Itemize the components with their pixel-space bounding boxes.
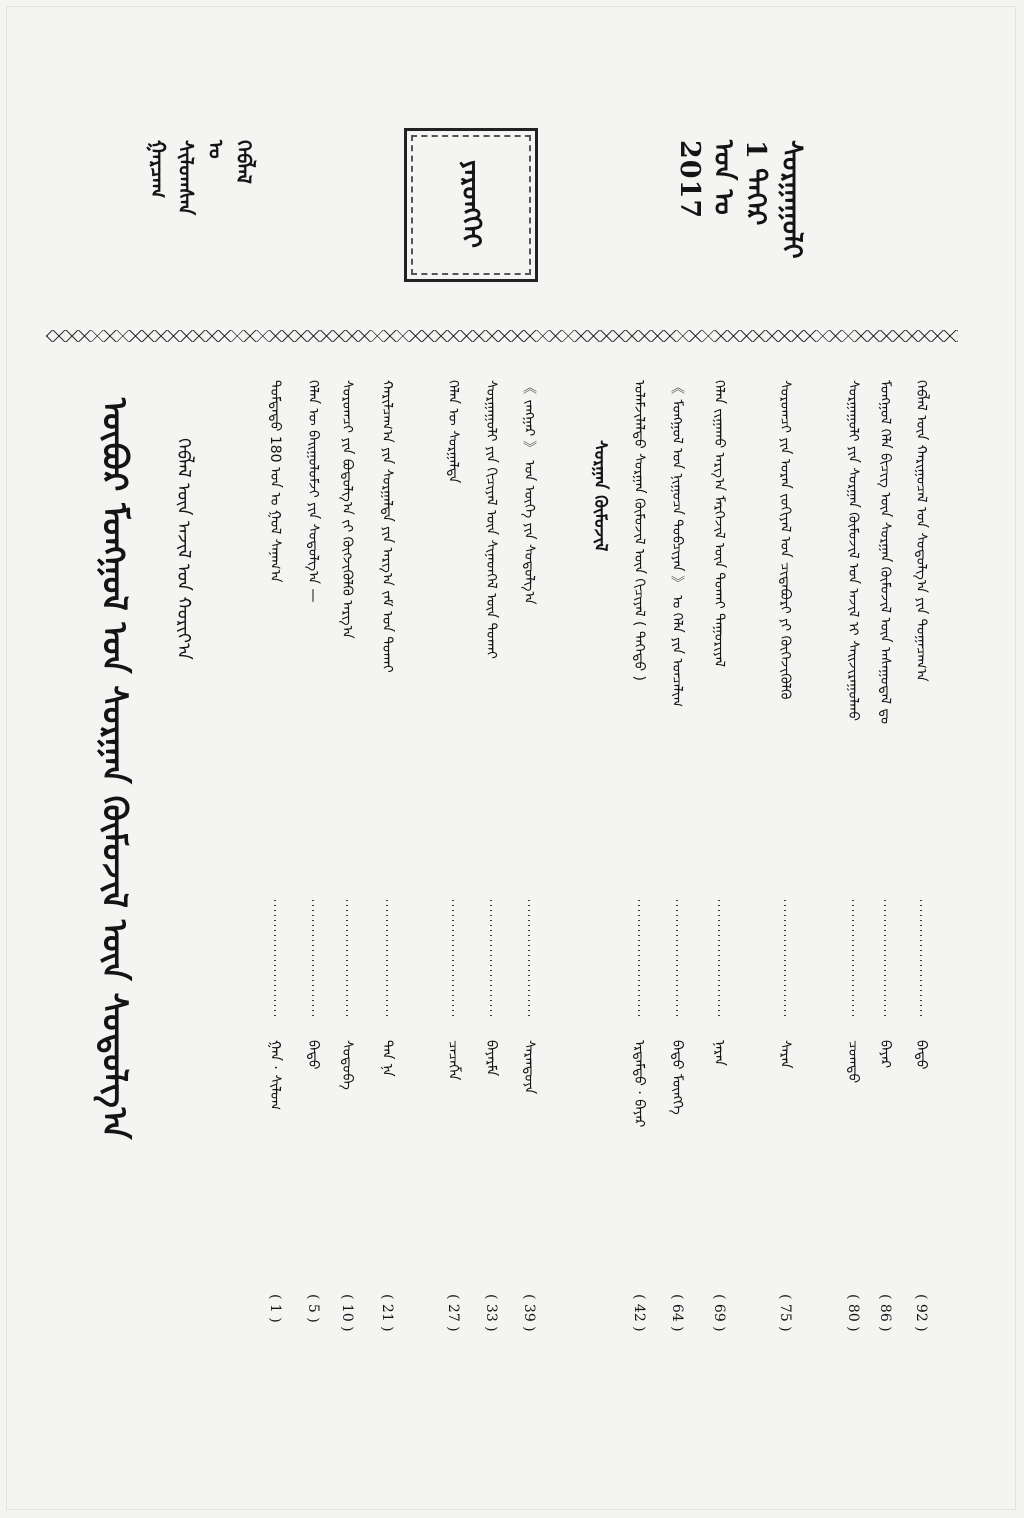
toc-page-number: ( 86 ) (877, 1294, 893, 1332)
header-year: 2017 (674, 140, 705, 220)
toc-page-number: ( 42 ) (631, 1294, 647, 1332)
section-heading: ᠰᠤᠷᠭᠠᠨ ᠬᠦᠮᠦᠵᠢᠯ (590, 440, 610, 552)
toc-entry-title: ᠰᠤᠷᠤᠭᠴᠢ ᠶᠢᠨ ᠤᠷᠠᠨ ᠵᠣᠬᠢᠶᠠᠯ ᠤᠨ ᠴᠢᠳᠠᠪᠤᠷᠢ ᠶᠢ ᠬᠥᠬᠡᠵᠢᠭᠦᠯᠬᠦ (777, 380, 793, 700)
toc-page-number: ( 39 ) (521, 1294, 537, 1332)
toc-entry-author: ᠪᠠᠲᠤ (305, 1040, 321, 1070)
toc-page-number: ( 75 ) (777, 1294, 793, 1332)
toc-leader-dots (452, 900, 454, 1020)
toc-page-number: ( 1 ) (267, 1294, 283, 1323)
toc-entry-title: 《 ᠵᠠᠩᠭᠠᠷ 》 ᠤᠨ ᠦᠭᠡ ᠶᠢᠨ ᠰᠤᠳᠤᠯᠭ᠎ᠠ (521, 380, 537, 605)
toc-entry-title: ᠬᠡᠪᠯᠡᠯ ᠦᠨ ᠬᠠᠷᠢᠭᠤᠴᠠᠯ ᠤᠨ ᠰᠤᠳᠤᠯᠭ᠎ᠠ ᠶᠢᠨ ᠲᠣᠭᠠᠴᠠᠭ᠎ᠠ (913, 380, 929, 682)
toc-entry-title: ᠰᠤᠷᠭᠠᠭᠤᠯᠢ ᠶᠢᠨ ᠰᠤᠷᠭᠠᠨ ᠬᠦᠮᠦᠵᠢᠯ ᠤᠨ ᠠᠵᠢᠯ ᠢ ᠰᠠᠢᠵᠢᠷᠠᠭᠤᠯᠬᠤ (845, 380, 861, 722)
toc-entry-author: ᠴᠣᠭᠲᠤ (845, 1040, 861, 1084)
toc-page-number: ( 33 ) (483, 1294, 499, 1332)
toc-entry-author: ᠭᠠᠨ · ᠰᠢᠯᠤᠭ (267, 1040, 283, 1111)
toc-entry-title: 《 ᠮᠣᠩᠭᠣᠯ ᠤᠨ ᠨᠢᠭᠤᠴᠠ ᠲᠣᠪᠴᠢᠶᠠᠨ 》 ᠤ ᠬᠡᠯᠡ ᠶᠢᠨ ᠤᠨᠴᠠᠯᠢᠭ (669, 380, 685, 708)
toc-leader-dots (852, 900, 854, 1020)
toc-page-number: ( 27 ) (445, 1294, 461, 1332)
toc-entry-title: ᠰᠤᠷᠤᠭᠴᠢ ᠶᠢᠨ ᠪᠣᠳᠣᠯᠭ᠎ᠠ ᠵᠢ ᠬᠥᠭᠵᠢᠭᠦᠯᠬᠦ ᠠᠷᠭ᠎ᠠ (339, 380, 355, 639)
issue-frame-label: ᠶᠡᠷᠦᠩᠬᠡᠢ (456, 160, 486, 248)
toc-page-number: ( 80 ) (845, 1294, 861, 1332)
toc-leader-dots (346, 900, 348, 1020)
toc-entry-title: ᠮᠣᠩᠭᠣᠯ ᠬᠡᠯᠡ ᠪᠢᠴᠢᠭ ᠦᠨ ᠰᠤᠷᠭᠠᠨ ᠬᠦᠮᠦᠵᠢᠯ ᠦᠨ ᠠᠰᠠᠭᠤᠳᠠᠯ ᠳᠤ (877, 380, 893, 724)
toc-entry-title: ᠬᠡᠯᠡᠨ ᠵᠢᠭᠠᠬᠤ ᠠᠷᠭ᠎ᠠ ᠮᠡᠷᠭᠡᠵᠢᠯ ᠦᠨ ᠲᠤᠬᠠᠢ ᠳᠠᠭᠤᠷᠢᠶᠠᠯ (711, 380, 727, 668)
toc-entry-author: ᠪᠠᠶᠠᠷ (877, 1040, 893, 1069)
toc-entry-author: ᠪᠠᠶᠠᠷᠮᠠ (483, 1040, 499, 1077)
header-lower-4: ᠭᠠᠷᠴᠠᠭ (146, 140, 170, 199)
toc-page-number: ( 10 ) (339, 1294, 355, 1332)
header-col-3: ᠤᠨ ᠤ (708, 140, 739, 215)
toc-leader-dots (920, 900, 922, 1020)
editor-line: ᠬᠡᠪᠯᠡᠯ ᠦᠨ ᠠᠵᠢᠯ ᠤᠨ ᠬᠣᠷᠢᠶ᠎ᠠ (173, 438, 194, 660)
toc-entry-title: ᠬᠠᠷᠢᠯᠴᠠᠭ᠎ᠠ ᠶᠢᠨ ᠰᠤᠷᠭᠠᠯᠲᠠ ᠶᠢᠨ ᠠᠷᠭ᠎ᠠ ᠵᠠᠮ ᠤᠨ ᠲᠤᠬᠠᠢ (379, 380, 395, 673)
toc-entry-author: ᠲᠠᠨ ᠨᠠ (379, 1040, 395, 1077)
toc-entry-title: ᠳᠤᠮᠳᠠᠳᠤ 180 ᠤᠨ ᠤ ᠭᠤᠯ ᠰᠠᠨᠠᠭ᠎ᠠ (267, 380, 283, 583)
header-col-2: 1 ᠳᠡᠭᠡᠷ (740, 140, 771, 226)
toc-entry-author: ᠨᠠᠷᠠᠨ (711, 1040, 727, 1066)
toc-entry-author: ᠪᠠᠲᠤ ᠮᠥᠩᠬᠡ (669, 1040, 685, 1115)
toc-leader-dots (490, 900, 492, 1020)
toc-entry-author: ᠰᠠᠷᠠᠨᠲᠤᠶᠠ (521, 1040, 537, 1095)
toc-leader-dots (784, 900, 786, 1020)
toc-entry-author: ᠴᠡᠴᠡᠭᠮᠠ (445, 1040, 461, 1081)
toc-leader-dots (718, 900, 720, 1020)
toc-page-number: ( 64 ) (669, 1294, 685, 1332)
toc-entry-author: ᠪᠠᠲᠤ (913, 1040, 929, 1070)
header-lower-2: ᠤ (204, 140, 228, 159)
header-lower-3: ᠰᠢᠯᠤᠭᠰᠠᠨ (174, 140, 198, 216)
toc-leader-dots (386, 900, 388, 1020)
toc-leader-dots (528, 900, 530, 1020)
header-col-1: ᠰᠤᠷᠭᠠᠭᠤᠯᠢ (776, 140, 807, 259)
toc-entry-author: ᠰᠤᠳᠤᠪᠠ (339, 1040, 355, 1090)
toc-entry-title: ᠤᠯᠠᠮᠵᠢᠯᠠᠯᠳᠤ ᠰᠤᠷᠭᠠᠨ ᠬᠦᠮᠦᠵᠢᠯ ᠦᠨ ᠬᠢᠴᠢᠶᠡᠯ ( ᠳᠡᠭᠡᠳᠦ ) (631, 380, 647, 682)
toc-leader-dots (676, 900, 678, 1020)
toc-page-number: ( 21 ) (379, 1294, 395, 1332)
toc-entry-author: ᠡᠷᠳᠡᠮᠲᠦ · ᠪᠠᠶᠠᠷ (631, 1040, 647, 1128)
toc-leader-dots (274, 900, 276, 1020)
main-title: ᠥᠪᠥᠷ ᠮᠣᠩᠭᠣᠯ ᠤᠨ ᠰᠤᠷᠭᠠᠨ ᠬᠦᠮᠦᠵᠢᠯ ᠦᠨ ᠰᠤᠳᠤᠯᠭ᠎ᠠ (94, 398, 134, 1140)
toc-entry-title: ᠬᠡᠯᠡᠨ ᠦ ᠰᠤᠷᠭᠠᠯᠲᠠ (445, 380, 461, 484)
toc-leader-dots (312, 900, 314, 1020)
toc-page-number: ( 5 ) (305, 1294, 321, 1323)
toc-page-number: ( 69 ) (711, 1294, 727, 1332)
toc-entry-author: ᠰᠠᠷᠠᠨ (777, 1040, 793, 1069)
header-lower-1: ᠬᠡᠪᠯᠡᠯ (232, 140, 256, 184)
toc-entry-title: ᠬᠡᠯᠡᠨ ᠦ ᠪᠠᠢᠭᠤᠯᠤᠮᠵᠢ ᠶᠢᠨ ᠰᠤᠳᠤᠯᠭ᠎ᠠ — (305, 380, 321, 603)
toc-entry-title: ᠰᠤᠷᠭᠠᠭᠤᠯᠢ ᠶᠢᠨ ᠬᠢᠴᠢᠶᠡᠯ ᠦᠨ ᠰᠢᠨᠡᠳᠭᠡᠯ ᠦᠨ ᠲᠤᠬᠠᠢ (483, 380, 499, 659)
toc-leader-dots (638, 900, 640, 1020)
decorative-rule (46, 330, 958, 342)
toc-page-number: ( 92 ) (913, 1294, 929, 1332)
toc-leader-dots (884, 900, 886, 1020)
